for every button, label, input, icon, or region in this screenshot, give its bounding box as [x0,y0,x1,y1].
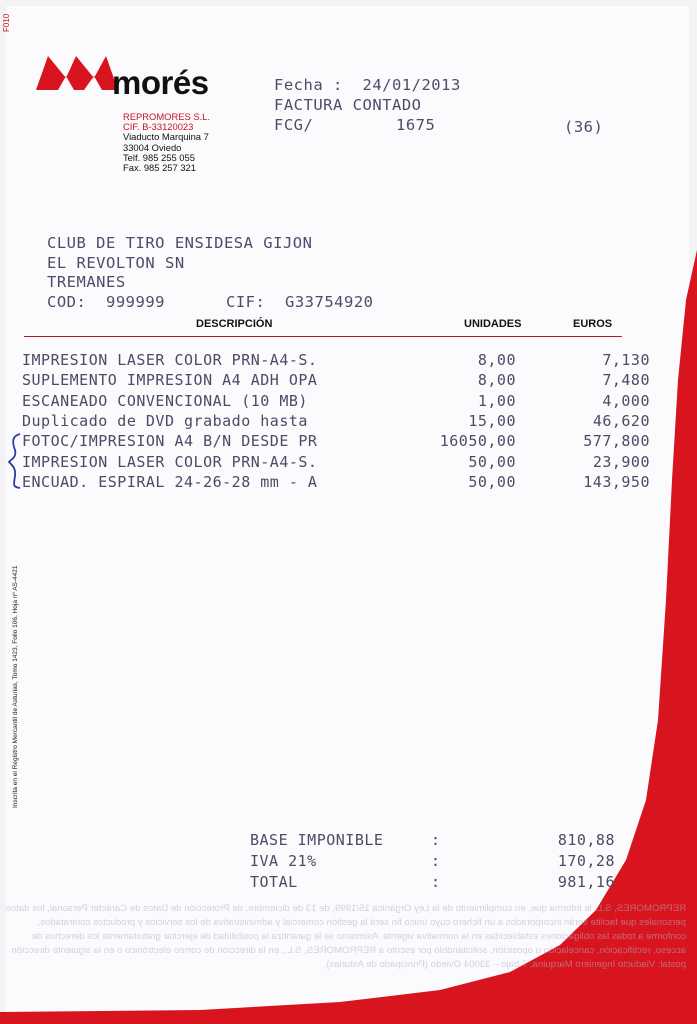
item-units: 8,00 [477,371,516,390]
client-town: TREMANES [47,273,126,291]
header-rule [24,336,622,337]
client-code: COD: 999999 [47,293,165,311]
invoice-type: FACTURA CONTADO [274,96,422,114]
total-separator: : [431,873,441,891]
iva-separator: : [431,852,441,870]
item-units: 50,00 [468,452,516,471]
totals-total [250,873,615,893]
client-cif: CIF: G33754920 [226,293,374,311]
item-euros: 23,900 [592,452,650,471]
item-euros: 7,130 [602,351,650,369]
company-fax: Fax. 985 257 321 [123,162,196,174]
handwritten-bracket [6,432,24,490]
base-value: 810,88 [557,831,615,849]
brand-name: morés [112,64,209,101]
header-description: DESCRIPCIÓN [196,318,273,330]
item-euros: 4,000 [602,391,650,410]
header-units: UNIDADES [464,318,522,330]
totals-iva [250,852,615,872]
company-address: Viaducto Marquina 7 [123,131,209,143]
item-description: SUPLEMENTO IMPRESION A4 ADH OPA [22,371,318,390]
header-euros: EUROS [573,318,613,330]
item-euros: 577,800 [583,432,650,451]
client-name: CLUB DE TIRO ENSIDESA GIJON [47,234,313,252]
company-phone: Telf. 985 255 055 [123,151,195,163]
company-info [123,112,210,173]
base-label: BASE IMPONIBLE [250,831,384,849]
item-description: IMPRESION LASER COLOR PRN-A4-S. [22,351,318,369]
item-units: 8,00 [477,351,516,369]
client-address: EL REVOLTON SN [47,254,185,272]
item-description: ESCANEADO CONVENCIONAL (10 MB) [22,391,308,410]
form-code: F010 [2,13,11,32]
totals-base [250,831,615,851]
item-units: 50,00 [468,472,516,491]
item-units: 16050,00 [439,432,516,451]
copy-number: (36) [564,118,604,136]
total-value: 981,16 [557,873,615,891]
invoice-number-prefix: FCG/ [274,116,314,134]
item-description: Duplicado de DVD grabado hasta [22,411,308,430]
item-units: 1,00 [477,391,516,410]
company-cif: CIF. B-33120023 [123,121,194,133]
company-city: 33004 Oviedo [123,141,182,153]
item-euros: 7,480 [602,371,650,390]
invoice-date: Fecha : 24/01/2013 [274,76,461,94]
iva-value: 170,28 [557,852,615,870]
item-units: 15,00 [468,411,516,430]
registry-note: Inscrita en el Registro Mercantil de Asturias, Tomo 1423, Folio 106, Hoja nº AS-4421 [12,565,19,808]
company-name: REPROMORES S.L. [123,111,210,122]
base-separator: : [431,831,441,849]
brand-logo-icon [36,48,118,98]
item-euros: 143,950 [583,472,650,491]
iva-label: IVA 21% [250,852,317,870]
total-label: TOTAL [250,873,298,891]
item-euros: 46,620 [592,411,650,430]
invoice-number: 1675 [396,116,436,134]
legal-notice-showthrough: REPROMORES, S.L. le informa que, en cumplimiento de la Ley Orgánica 15/1999, de 13 de diciembre, de Protección de Datos de Carácter Personal, los datos personales que facilite serán incorporados a un fichero cuyo único fin será la gestión comercial y administrativa de los servicios y productos contratados, conforme a todas las obligaciones establecidas en la normativa vigente. Asimismo se le garantiza la posibilidad de ejercitar gratuitamente los derechos de acceso, rectificación, cancelación u oposición, solicitándolo por escrito a REPROMORES, S.L., en la dirección de correo electrónico o en la siguiente dirección postal: Viaducto Ingeniero Marquina, 7 bajo – 33004 Oviedo (Principado de Asturias). [6,903,686,970]
item-description: IMPRESION LASER COLOR PRN-A4-S. [22,452,318,471]
item-description: FOTOC/IMPRESION A4 B/N DESDE PR [22,432,318,451]
item-description: ENCUAD. ESPIRAL 24-26-28 mm - A [22,472,318,491]
